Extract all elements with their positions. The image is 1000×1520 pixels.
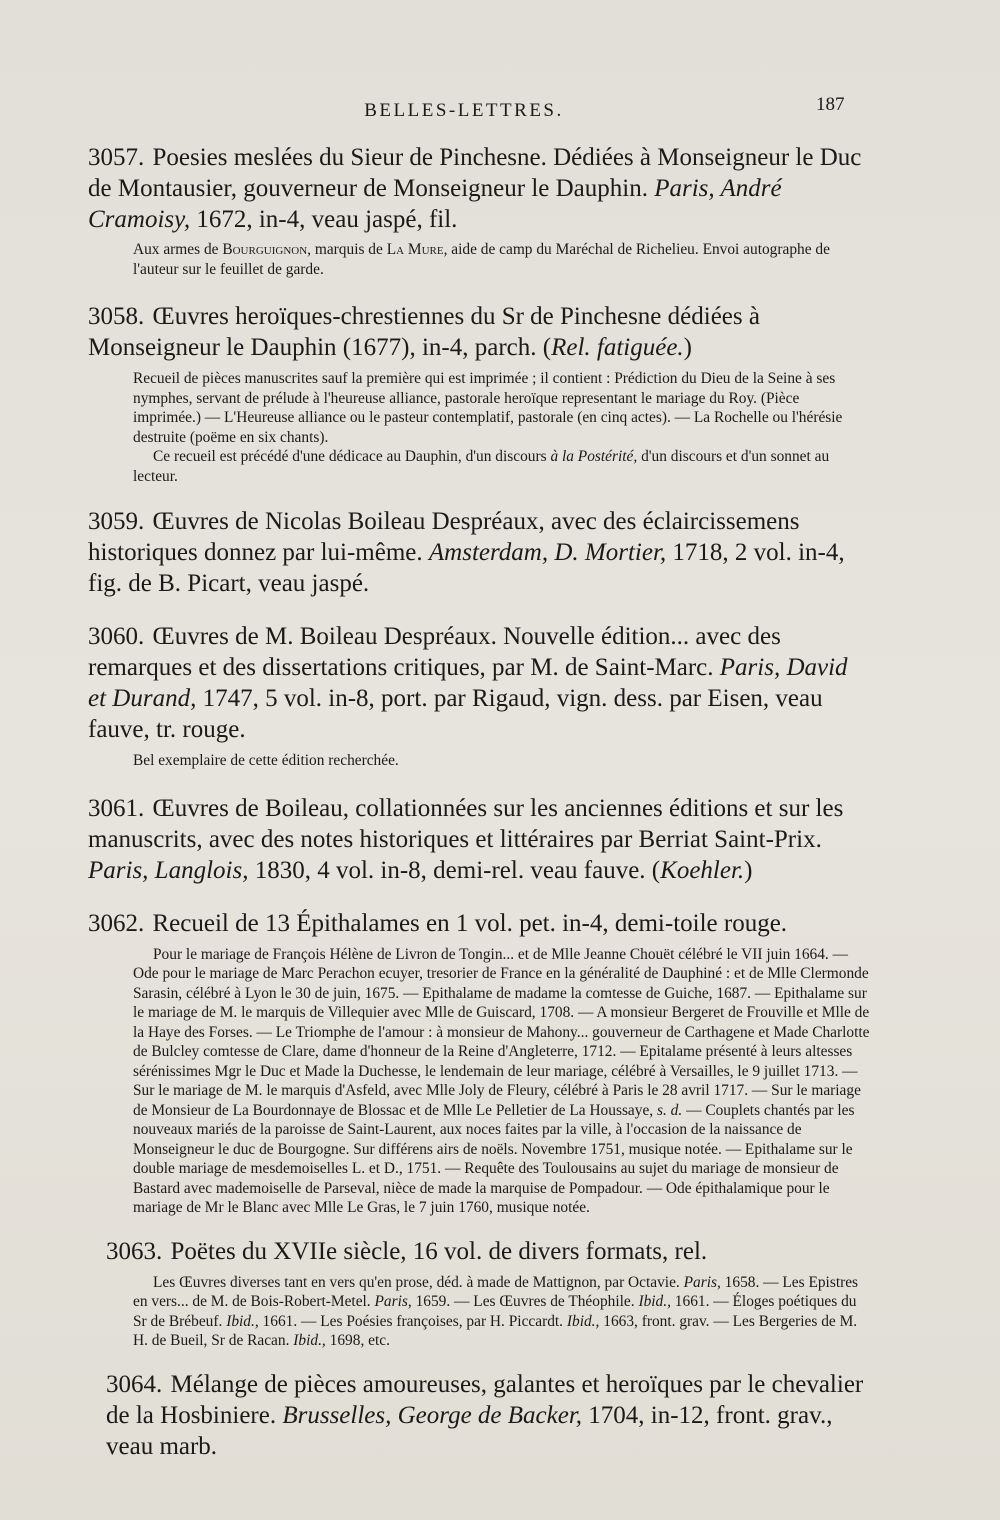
entry-binder: Koehler. <box>660 856 745 884</box>
page-number: 187 <box>816 94 845 115</box>
entry-title <box>88 506 870 599</box>
entry-title <box>88 1369 870 1462</box>
entry-3060 <box>88 621 870 771</box>
entry-number: 3062. <box>88 909 145 937</box>
entry-note: Aux armes de Bourguignon, marquis de La Mure, aide de camp du Maréchal de Richelieu. Envoi autographe de l'auteur sur le feuillet de garde. <box>133 241 830 278</box>
entry-title-text: Mélange de pièces amoureuses, galantes et heroïques par le chevalier de la Hosbiniere. <box>106 1370 864 1429</box>
entry-note: Recueil de pièces manuscrites sauf la première qui est imprimée ; il contient : Prédiction du Dieu de la Seine à ses nymphes, servant de prélude à l'heureuse alliance, pastorale heroïque representant le mariage du Roy. (Pièce imprimée.) — L'Heureuse alliance ou le pasteur contemplatif, pastorale (en cinq actes). — La Rochelle ou l'hérésie destruite (poëme en six chants). <box>133 370 843 446</box>
entry-number: 3061. <box>88 794 145 822</box>
entry-imprint: Paris, David et Durand, <box>88 654 848 712</box>
entry-note: Pour le mariage de François Hélène de Livron de Tongin... et de Mlle Jeanne Chouët célébré le VII juin 1664. — Ode pour le mariage de Marc Perachon ecuyer, tresorier de France en la généralité de Dauphiné : et de Mlle Clermonde Sarasin, célébré à Lyon le 30 de juin, 1675. — Epithalame de madame la comtesse de Guiche, 1687. — Epithalame sur le mariage de M. le marquis de Villequier avec Mlle de Guiscard, 1708. — A monsieur Bergeret de Frouville et Mlle de la Haye des Forses. — Le Triomphe de l'amour : à monsieur de Mahony... gouverneur de Carthagene et Made Charlotte de Bulcley comtesse de Clare, dame d'honneur de la Reine d'Angleterre, 1712. — Epitalame présenté à leurs altesses sérénissimes Mgr le Duc et Made la Duchesse, le lendemain de leur mariage, célébré à Versailles, le 9 juillet 1713. — Sur le mariage de M. le marquis d'Asfeld, avec Mlle Joly de Fleury, célébré à Paris le 28 avril 1717. — Sur le mariage de Monsieur de La Bourdonnaye de Blossac et de Mlle Le Pelletier de La Houssaye, s. d. — Couplets chantés par les nouveaux mariés de la paroisse de Saint-Laurent, aux noces faites par la ville, à l'occasion de la naissance de Monseigneur le duc de Bourgogne. Sur différens airs de noëls. Novembre 1751, musique notée. — Epithalame sur le double mariage de mesdemoiselles L. et D., 1751. — Requête des Toulousains au sujet du mariage de monsieur de Bastard avec mademoiselle de Parseval, nièce de made la marquise de Pompadour. — Ode épithalamique pour le mariage de Mr le Blanc avec Mlle Le Gras, le 7 juin 1760, musique notée. <box>133 945 870 1216</box>
entry-note: Bel exemplaire de cette édition recherchée. <box>133 752 399 769</box>
entry-note: Ce recueil est précédé d'une dédicace au Dauphin, d'un discours à la Postérité, d'un discours et d'un sonnet au lecteur. <box>133 448 830 485</box>
entry-description: 1830, 4 vol. in-8, demi-rel. veau fauve. ( <box>254 856 661 884</box>
catalogue-entries <box>88 140 870 1462</box>
entry-condition: Rel. fatiguée. <box>551 334 684 361</box>
entry-notes <box>133 240 870 279</box>
entry-3061 <box>88 793 870 886</box>
entry-description: 1704, in-12, front. grav., veau marb. <box>106 1401 833 1460</box>
entry-title <box>88 1236 870 1267</box>
entry-description: 1747, 5 vol. in-8, port. par Rigaud, vign. dess. par Eisen, veau fauve, tr. rouge. <box>88 685 823 743</box>
entry-3057 <box>88 142 870 279</box>
entry-3062 <box>88 908 870 1218</box>
entry-imprint: Brusselles, George de Backer, <box>282 1401 583 1429</box>
entry-title-text: Œuvres de Nicolas Boileau Despréaux, avec des éclaircissemens historiques donnez par lui-même. <box>88 508 800 566</box>
entry-title: 3058. Œuvres heroïques-chrestiennes du Sr de Pinchesne dédiées à Monseigneur le Dauphin (1677), in-4, parch. (Rel. fatiguée.) <box>88 303 760 361</box>
entry-notes <box>133 369 870 486</box>
entry-number: 3060. <box>88 623 145 650</box>
entry-imprint: Amsterdam, D. Mortier, <box>428 539 667 566</box>
entry-notes <box>133 1273 870 1351</box>
entry-number: 3063. <box>106 1237 163 1265</box>
entry-title-text: Œuvres de M. Boileau Despréaux. Nouvelle édition... avec des remarques et des dissertations critiques, par M. de Saint-Marc. <box>88 623 781 681</box>
entry-number: 3059. <box>88 508 145 535</box>
entry-3063 <box>88 1236 870 1351</box>
page-header <box>0 94 1000 128</box>
entry-number: 3064. <box>106 1370 163 1398</box>
entry-title <box>88 908 870 939</box>
entry-number: 3057. <box>88 144 145 171</box>
entry-title <box>88 142 870 235</box>
entry-title-text: Œuvres heroïques-chrestiennes du Sr de Pinchesne dédiées à Monseigneur le Dauphin (1677), in-4, parch. ( <box>88 303 760 361</box>
entry-title-text: Œuvres de Boileau, collationnées sur les anciennes éditions et sur les manuscrits, avec des notes historiques et littéraires par Berriat Saint-Prix. <box>88 794 844 853</box>
entry-description: 1718, 2 vol. in-4, fig. de B. Picart, veau jaspé. <box>88 539 845 597</box>
running-head: BELLES-LETTRES. <box>364 100 564 121</box>
entry-title <box>88 621 870 745</box>
entry-title-text: Recueil de 13 Épithalames en 1 vol. pet. in-4, demi-toile rouge. <box>152 909 788 937</box>
entry-notes <box>133 945 870 1218</box>
entry-imprint: Paris, Langlois, <box>88 856 249 884</box>
entry-notes <box>133 751 870 771</box>
entry-title-text: Poëtes du XVIIe siècle, 16 vol. de divers formats, rel. <box>170 1237 708 1265</box>
entry-imprint: Paris, André Cramoisy, <box>88 175 782 233</box>
entry-3058 <box>88 301 870 486</box>
entry-number: 3058. <box>88 303 145 330</box>
entry-3064 <box>88 1369 870 1462</box>
entry-description: 1672, in-4, veau jaspé, fil. <box>196 206 458 233</box>
entry-title-text: Poesies meslées du Sieur de Pinchesne. Dédiées à Monseigneur le Duc de Montausier, gouverneur de Monseigneur le Dauphin. <box>88 144 862 202</box>
entry-title: 3061. Œuvres de Boileau, collationnées sur les anciennes éditions et sur les manuscrits, avec des notes historiques et littéraires par Berriat Saint-Prix. Paris, Langlois, 1830, 4 vol. in-8, demi-rel. veau fauve. (Koehler.) <box>88 794 844 884</box>
entry-3059 <box>88 506 870 599</box>
entry-note: Les Œuvres diverses tant en vers qu'en prose, déd. à made de Mattignon, par Octavie. Paris, 1658. — Les Epistres en vers... de M. de Bois-Robert-Metel. Paris, 1659. — Les Œuvres de Théophile. Ibid., 1661. — Éloges poétiques du Sr de Brébeuf. Ibid., 1661. — Les Poésies françoises, par H. Piccardt. Ibid., 1663, front. grav. — Les Bergeries de M. H. de Bueil, Sr de Racan. Ibid., 1698, etc. <box>133 1273 859 1349</box>
